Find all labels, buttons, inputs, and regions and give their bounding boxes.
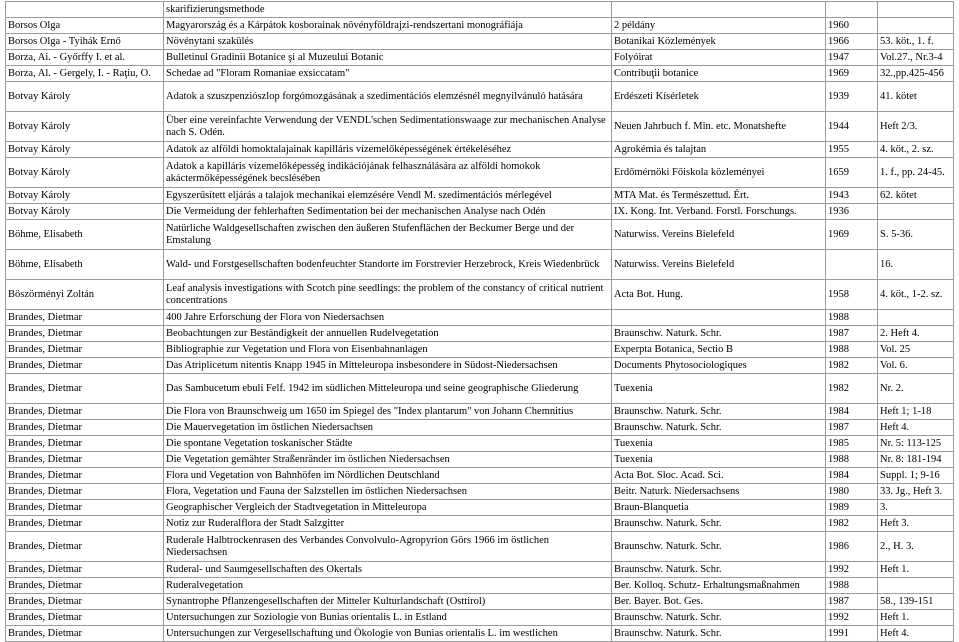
year-cell: 1984 <box>826 404 878 420</box>
table-row <box>6 326 954 342</box>
author-cell: Brandes, Dietmar <box>6 374 164 404</box>
title-cell: Das Atriplicetum nitentis Knapp 1945 in Mitteleuropa insbesondere in Südost-Niedersachsen <box>164 358 612 374</box>
title-cell: Leaf analysis investigations with Scotch pine seedlings: the problem of the constancy of critical nutrient concentrations <box>164 280 612 310</box>
table-row <box>6 404 954 420</box>
journal-cell: Tuexenia <box>612 374 826 404</box>
ref-cell: S. 5-36. <box>878 220 954 250</box>
year-cell: 1943 <box>826 188 878 204</box>
year-cell: 1947 <box>826 50 878 66</box>
table-row <box>6 66 954 82</box>
table-row <box>6 562 954 578</box>
year-cell: 1987 <box>826 420 878 436</box>
journal-cell: Beitr. Naturk. Niedersachsens <box>612 484 826 500</box>
journal-cell: 2 példány <box>612 18 826 34</box>
journal-cell: Folyóirat <box>612 50 826 66</box>
journal-cell: Braunschw. Naturk. Schr. <box>612 516 826 532</box>
ref-cell: 32.,pp.425-456 <box>878 66 954 82</box>
title-cell: Schedae ad "Floram Romaniae exsiccatam" <box>164 66 612 82</box>
author-cell: Botvay Károly <box>6 204 164 220</box>
author-cell: Brandes, Dietmar <box>6 326 164 342</box>
ref-cell: 16. <box>878 250 954 280</box>
table-row <box>6 516 954 532</box>
author-cell: Böszörményi Zoltán <box>6 280 164 310</box>
table-row <box>6 420 954 436</box>
ref-cell: 4. köt., 1-2. sz. <box>878 280 954 310</box>
author-cell: Botvay Károly <box>6 188 164 204</box>
title-cell: Bulletinul Gradinii Botanice şi al Muzeului Botanic <box>164 50 612 66</box>
table-row <box>6 250 954 280</box>
ref-cell: Heft 1; 1-18 <box>878 404 954 420</box>
author-cell: Borza, Al. - Gergely, I. - Raţiu, O. <box>6 66 164 82</box>
bibliography-table <box>5 1 954 642</box>
author-cell: Brandes, Dietmar <box>6 516 164 532</box>
journal-cell: Naturwiss. Vereins Bielefeld <box>612 250 826 280</box>
table-row <box>6 34 954 50</box>
journal-cell: Ber. Bayer. Bot. Ges. <box>612 594 826 610</box>
journal-cell: Contribuţii botanice <box>612 66 826 82</box>
title-cell: 400 Jahre Erforschung der Flora von Niedersachsen <box>164 310 612 326</box>
year-cell: 1982 <box>826 358 878 374</box>
table-row <box>6 158 954 188</box>
title-cell: Untersuchungen zur Vergesellschaftung und Ökologie von Bunias orientalis L. im westlichen <box>164 626 612 642</box>
author-cell: Brandes, Dietmar <box>6 562 164 578</box>
table-row <box>6 142 954 158</box>
title-cell: Flora und Vegetation von Bahnhöfen im Nördlichen Deutschland <box>164 468 612 484</box>
title-cell: Die Flora von Braunschweig um 1650 im Spiegel des "Index plantarum" von Johann Chemnitius <box>164 404 612 420</box>
journal-cell: Braunschw. Naturk. Schr. <box>612 420 826 436</box>
ref-cell: 2. Heft 4. <box>878 326 954 342</box>
ref-cell: Vol. 25 <box>878 342 954 358</box>
author-cell: Brandes, Dietmar <box>6 594 164 610</box>
journal-cell: Erdészeti Kísérletek <box>612 82 826 112</box>
title-cell: Die Mauervegetation im östlichen Niedersachsen <box>164 420 612 436</box>
year-cell: 1992 <box>826 562 878 578</box>
ref-cell: 58., 139-151 <box>878 594 954 610</box>
author-cell: Borsos Olga <box>6 18 164 34</box>
bibliography-rows <box>6 2 954 642</box>
journal-cell: Documents Phytosociologiques <box>612 358 826 374</box>
title-cell: Die Vegetation gemähter Straßenränder im östlichen Niedersachsen <box>164 452 612 468</box>
author-cell: Brandes, Dietmar <box>6 578 164 594</box>
year-cell: 1944 <box>826 112 878 142</box>
journal-cell: Braunschw. Naturk. Schr. <box>612 404 826 420</box>
journal-cell: Experpta Botanica, Sectio B <box>612 342 826 358</box>
journal-cell: Tuexenia <box>612 436 826 452</box>
ref-cell <box>878 2 954 18</box>
ref-cell: 2., H. 3. <box>878 532 954 562</box>
year-cell: 1988 <box>826 578 878 594</box>
author-cell: Borza, Ai. - Győrffy I. et al. <box>6 50 164 66</box>
ref-cell: 53. köt., 1. f. <box>878 34 954 50</box>
title-cell: Natürliche Waldgesellschaften zwischen den äußeren Stufenflächen der Beckumer Berge und der Emstalung <box>164 220 612 250</box>
ref-cell: 41. kötet <box>878 82 954 112</box>
journal-cell: Braun-Blanquetia <box>612 500 826 516</box>
author-cell: Brandes, Dietmar <box>6 436 164 452</box>
author-cell: Botvay Károly <box>6 82 164 112</box>
author-cell: Brandes, Dietmar <box>6 626 164 642</box>
table-row <box>6 452 954 468</box>
title-cell: Adatok az alföldi homoktalajainak kapilláris vízemelőképességének értékeléséhez <box>164 142 612 158</box>
author-cell: Brandes, Dietmar <box>6 420 164 436</box>
ref-cell: 4. köt., 2. sz. <box>878 142 954 158</box>
journal-cell: Ber. Kolloq. Schutz- Erhaltungsmaßnahmen <box>612 578 826 594</box>
ref-cell: Heft 4. <box>878 420 954 436</box>
author-cell: Brandes, Dietmar <box>6 500 164 516</box>
table-row <box>6 358 954 374</box>
year-cell <box>826 250 878 280</box>
year-cell <box>826 2 878 18</box>
title-cell: Über eine vereinfachte Verwendung der VENDL'schen Sedimentationswaage zur mechanischen Analyse nach S. Odén. <box>164 112 612 142</box>
journal-cell: Agrokémia és talajtan <box>612 142 826 158</box>
title-cell: Ruderale Halbtrockenrasen des Verbandes Convolvulo-Agropyrion Görs 1966 im östlichen Niedersachsen <box>164 532 612 562</box>
title-cell: Das Sambucetum ebuli Felf. 1942 im südlichen Mitteleuropa und seine geographische Gliederung <box>164 374 612 404</box>
ref-cell: Nr. 2. <box>878 374 954 404</box>
journal-cell: Braunschw. Naturk. Schr. <box>612 626 826 642</box>
author-cell: Botvay Károly <box>6 158 164 188</box>
ref-cell: Suppl. 1; 9-16 <box>878 468 954 484</box>
author-cell: Brandes, Dietmar <box>6 610 164 626</box>
title-cell: Beobachtungen zur Beständigkeit der annuellen Rudelvegetation <box>164 326 612 342</box>
journal-cell: Tuexenia <box>612 452 826 468</box>
ref-cell: Vol.27., Nr.3-4 <box>878 50 954 66</box>
title-cell: Synantrophe Pflanzengesellschaften der Mitteler Kulturlandschaft (Osttirol) <box>164 594 612 610</box>
author-cell: Brandes, Dietmar <box>6 310 164 326</box>
ref-cell: Heft 2/3. <box>878 112 954 142</box>
title-cell: Adatok a szuszpenziószlop forgómozgásának a szedimentációs elemzésnél megnyilvánuló hatására <box>164 82 612 112</box>
journal-cell: Braunschw. Naturk. Schr. <box>612 562 826 578</box>
journal-cell: Erdőmérnöki Főiskola közleményei <box>612 158 826 188</box>
title-cell: Bibliographie zur Vegetation und Flora von Eisenbahnanlagen <box>164 342 612 358</box>
table-row <box>6 484 954 500</box>
table-row <box>6 82 954 112</box>
author-cell: Brandes, Dietmar <box>6 532 164 562</box>
table-row <box>6 188 954 204</box>
ref-cell: Heft 3. <box>878 516 954 532</box>
journal-cell: Botanikai Közlemények <box>612 34 826 50</box>
title-cell: skarifizierungsmethode <box>164 2 612 18</box>
table-row <box>6 374 954 404</box>
table-row <box>6 204 954 220</box>
table-row <box>6 342 954 358</box>
year-cell: 1986 <box>826 532 878 562</box>
year-cell: 1987 <box>826 326 878 342</box>
author-cell: Brandes, Dietmar <box>6 484 164 500</box>
year-cell: 1982 <box>826 516 878 532</box>
ref-cell: 62. kötet <box>878 188 954 204</box>
author-cell: Botvay Károly <box>6 112 164 142</box>
title-cell: Adatok a kapilláris vízemelőképesség indikációjának felhasználására az alföldi homokok akáctermőképességének becslésében <box>164 158 612 188</box>
table-row <box>6 532 954 562</box>
ref-cell: Vol. 6. <box>878 358 954 374</box>
ref-cell: Heft 1. <box>878 562 954 578</box>
journal-cell: Naturwiss. Vereins Bielefeld <box>612 220 826 250</box>
title-cell: Notiz zur Ruderalflora der Stadt Salzgitter <box>164 516 612 532</box>
author-cell: Böhme, Elisabeth <box>6 250 164 280</box>
ref-cell <box>878 310 954 326</box>
year-cell: 1980 <box>826 484 878 500</box>
year-cell: 1988 <box>826 452 878 468</box>
author-cell: Brandes, Dietmar <box>6 452 164 468</box>
table-row <box>6 594 954 610</box>
ref-cell: Heft 1. <box>878 610 954 626</box>
title-cell: Növénytani szakülés <box>164 34 612 50</box>
journal-cell: Acta Bot. Hung. <box>612 280 826 310</box>
ref-cell <box>878 18 954 34</box>
author-cell: Brandes, Dietmar <box>6 358 164 374</box>
title-cell: Ruderalvegetation <box>164 578 612 594</box>
table-row <box>6 436 954 452</box>
journal-cell: Braunschw. Naturk. Schr. <box>612 532 826 562</box>
ref-cell: Heft 4. <box>878 626 954 642</box>
table-row <box>6 18 954 34</box>
author-cell: Brandes, Dietmar <box>6 468 164 484</box>
author-cell <box>6 2 164 18</box>
ref-cell: Nr. 8: 181-194 <box>878 452 954 468</box>
year-cell: 1992 <box>826 610 878 626</box>
table-row <box>6 50 954 66</box>
title-cell: Die spontane Vegetation toskanischer Städte <box>164 436 612 452</box>
ref-cell <box>878 204 954 220</box>
title-cell: Untersuchungen zur Soziologie von Bunias orientalis L. in Estland <box>164 610 612 626</box>
table-row <box>6 468 954 484</box>
journal-cell: Neuen Jahrbuch f. Min. etc. Monatshefte <box>612 112 826 142</box>
table-row <box>6 280 954 310</box>
year-cell: 1955 <box>826 142 878 158</box>
author-cell: Borsos Olga - Tyihák Ernő <box>6 34 164 50</box>
title-cell: Die Vermeidung der fehlerhaften Sedimentation bei der mechanischen Analyse nach Odén <box>164 204 612 220</box>
year-cell: 1960 <box>826 18 878 34</box>
ref-cell: 33. Jg., Heft 3. <box>878 484 954 500</box>
year-cell: 1966 <box>826 34 878 50</box>
journal-cell: MTA Mat. és Természettud. Ért. <box>612 188 826 204</box>
author-cell: Botvay Károly <box>6 142 164 158</box>
table-row <box>6 578 954 594</box>
table-row <box>6 310 954 326</box>
year-cell: 1982 <box>826 374 878 404</box>
author-cell: Brandes, Dietmar <box>6 404 164 420</box>
ref-cell: Nr. 5: 113-125 <box>878 436 954 452</box>
year-cell: 1969 <box>826 66 878 82</box>
year-cell: 1987 <box>826 594 878 610</box>
journal-cell <box>612 2 826 18</box>
journal-cell: Acta Bot. Sloc. Acad. Sci. <box>612 468 826 484</box>
table-row <box>6 500 954 516</box>
journal-cell <box>612 310 826 326</box>
table-row <box>6 220 954 250</box>
title-cell: Wald- und Forstgesellschaften bodenfeuchter Standorte im Forstrevier Herzebrock, Kreis Wiedenbrück <box>164 250 612 280</box>
year-cell: 1984 <box>826 468 878 484</box>
title-cell: Flora, Vegetation und Fauna der Salzstellen im östlichen Niedersachsen <box>164 484 612 500</box>
year-cell: 1991 <box>826 626 878 642</box>
year-cell: 1939 <box>826 82 878 112</box>
year-cell: 1985 <box>826 436 878 452</box>
year-cell: 1659 <box>826 158 878 188</box>
year-cell: 1958 <box>826 280 878 310</box>
ref-cell: 1. f., pp. 24-45. <box>878 158 954 188</box>
ref-cell <box>878 578 954 594</box>
ref-cell: 3. <box>878 500 954 516</box>
year-cell: 1969 <box>826 220 878 250</box>
title-cell: Geographischer Vergleich der Stadtvegetation in Mitteleuropa <box>164 500 612 516</box>
journal-cell: IX. Kong. Int. Verband. Forstl. Forschungs. <box>612 204 826 220</box>
table-row <box>6 2 954 18</box>
author-cell: Brandes, Dietmar <box>6 342 164 358</box>
table-row <box>6 626 954 642</box>
year-cell: 1936 <box>826 204 878 220</box>
title-cell: Egyszerűsített eljárás a talajok mechanikai elemzésére Vendl M. szedimentációs mérlegével <box>164 188 612 204</box>
title-cell: Ruderal- und Saumgesellschaften des Okertals <box>164 562 612 578</box>
author-cell: Böhme, Elisabeth <box>6 220 164 250</box>
table-row <box>6 112 954 142</box>
journal-cell: Braunschw. Naturk. Schr. <box>612 610 826 626</box>
title-cell: Magyarország és a Kárpátok kosborainak növényföldrajzi-rendszertani monográfiája <box>164 18 612 34</box>
journal-cell: Braunschw. Naturk. Schr. <box>612 326 826 342</box>
year-cell: 1989 <box>826 500 878 516</box>
year-cell: 1988 <box>826 342 878 358</box>
table-row <box>6 610 954 626</box>
year-cell: 1988 <box>826 310 878 326</box>
